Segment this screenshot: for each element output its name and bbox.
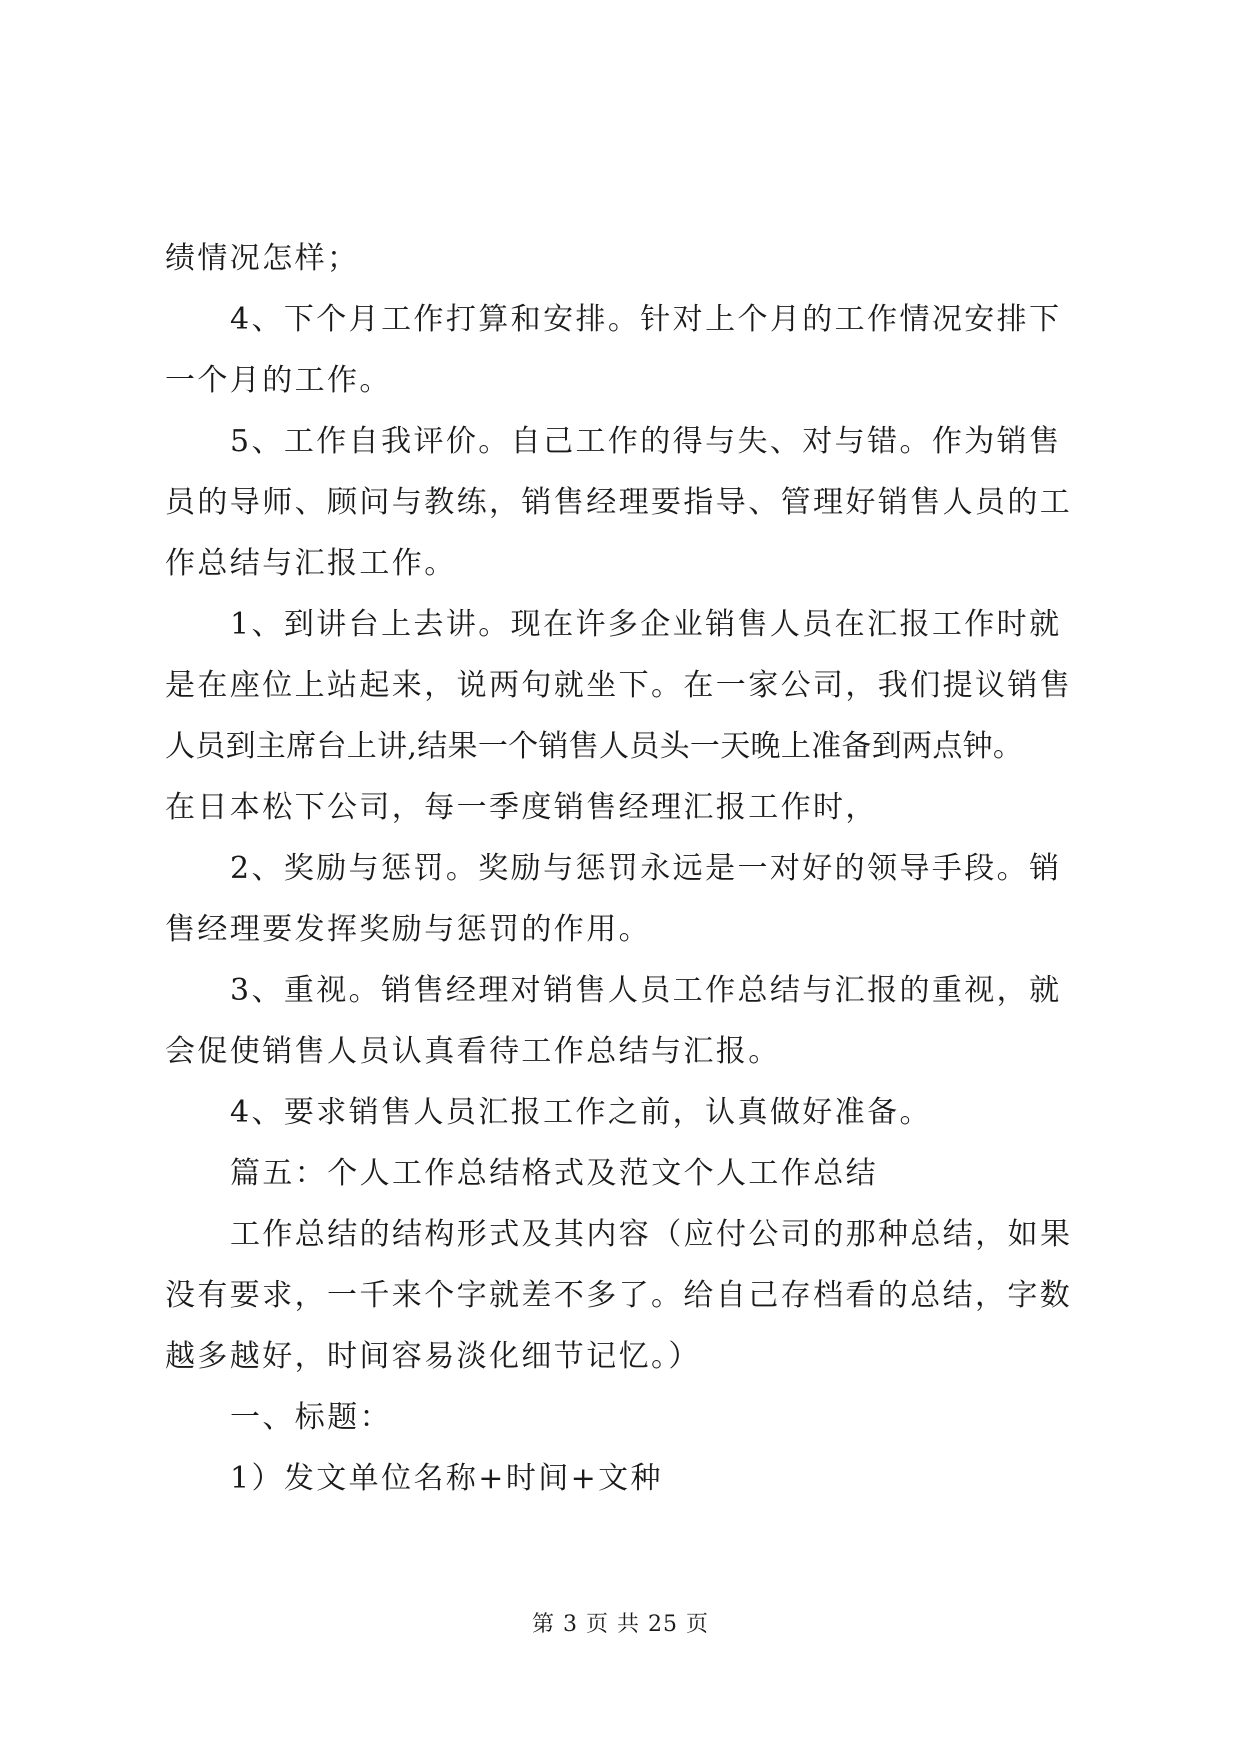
text-line: 4、要求销售人员汇报工作之前，认真做好准备。	[230, 1095, 932, 1130]
text-line: 1、到讲台上去讲。现在许多企业销售人员在汇报工作时就	[230, 607, 1062, 642]
text-line: 售经理要发挥奖励与惩罚的作用。	[165, 912, 651, 947]
text-line: 4、下个月工作打算和安排。针对上个月的工作情况安排下	[230, 302, 1062, 337]
text-line: 是在座位上站起来，说两句就坐下。在一家公司，我们提议销售	[165, 668, 1073, 703]
text-line: 会促使销售人员认真看待工作总结与汇报。	[165, 1034, 781, 1069]
text-line: 一、标题：	[230, 1400, 392, 1435]
text-line: 工作总结的结构形式及其内容（应付公司的那种总结，如果	[230, 1217, 1073, 1252]
text-line: 作总结与汇报工作。	[165, 546, 457, 581]
text-line: 在日本松下公司，每一季度销售经理汇报工作时，	[165, 790, 878, 825]
text-line: 员的导师、顾问与教练，销售经理要指导、管理好销售人员的工	[165, 485, 1073, 520]
page-footer: 第 3 页 共 25 页	[532, 1612, 709, 1637]
text-line: 3、重视。销售经理对销售人员工作总结与汇报的重视，就	[230, 973, 1062, 1008]
section-heading: 篇五：个人工作总结格式及范文个人工作总结	[230, 1156, 878, 1191]
text-line: 人员到主席台上讲,结果一个销售人员头一天晚上准备到两点钟。	[165, 729, 1024, 764]
document-body	[165, 228, 1085, 1509]
text-line: 没有要求，一千来个字就差不多了。给自己存档看的总结，字数	[165, 1278, 1073, 1313]
text-line: 越多越好，时间容易淡化细节记忆。）	[165, 1339, 701, 1374]
text-line: 一个月的工作。	[165, 363, 392, 398]
text-line: 5、工作自我评价。自己工作的得与失、对与错。作为销售	[230, 424, 1062, 459]
text-line: 绩情况怎样；	[165, 241, 360, 276]
text-line: 2、奖励与惩罚。奖励与惩罚永远是一对好的领导手段。销	[230, 851, 1062, 886]
text-line: 1）发文单位名称+时间+文种	[230, 1461, 663, 1496]
